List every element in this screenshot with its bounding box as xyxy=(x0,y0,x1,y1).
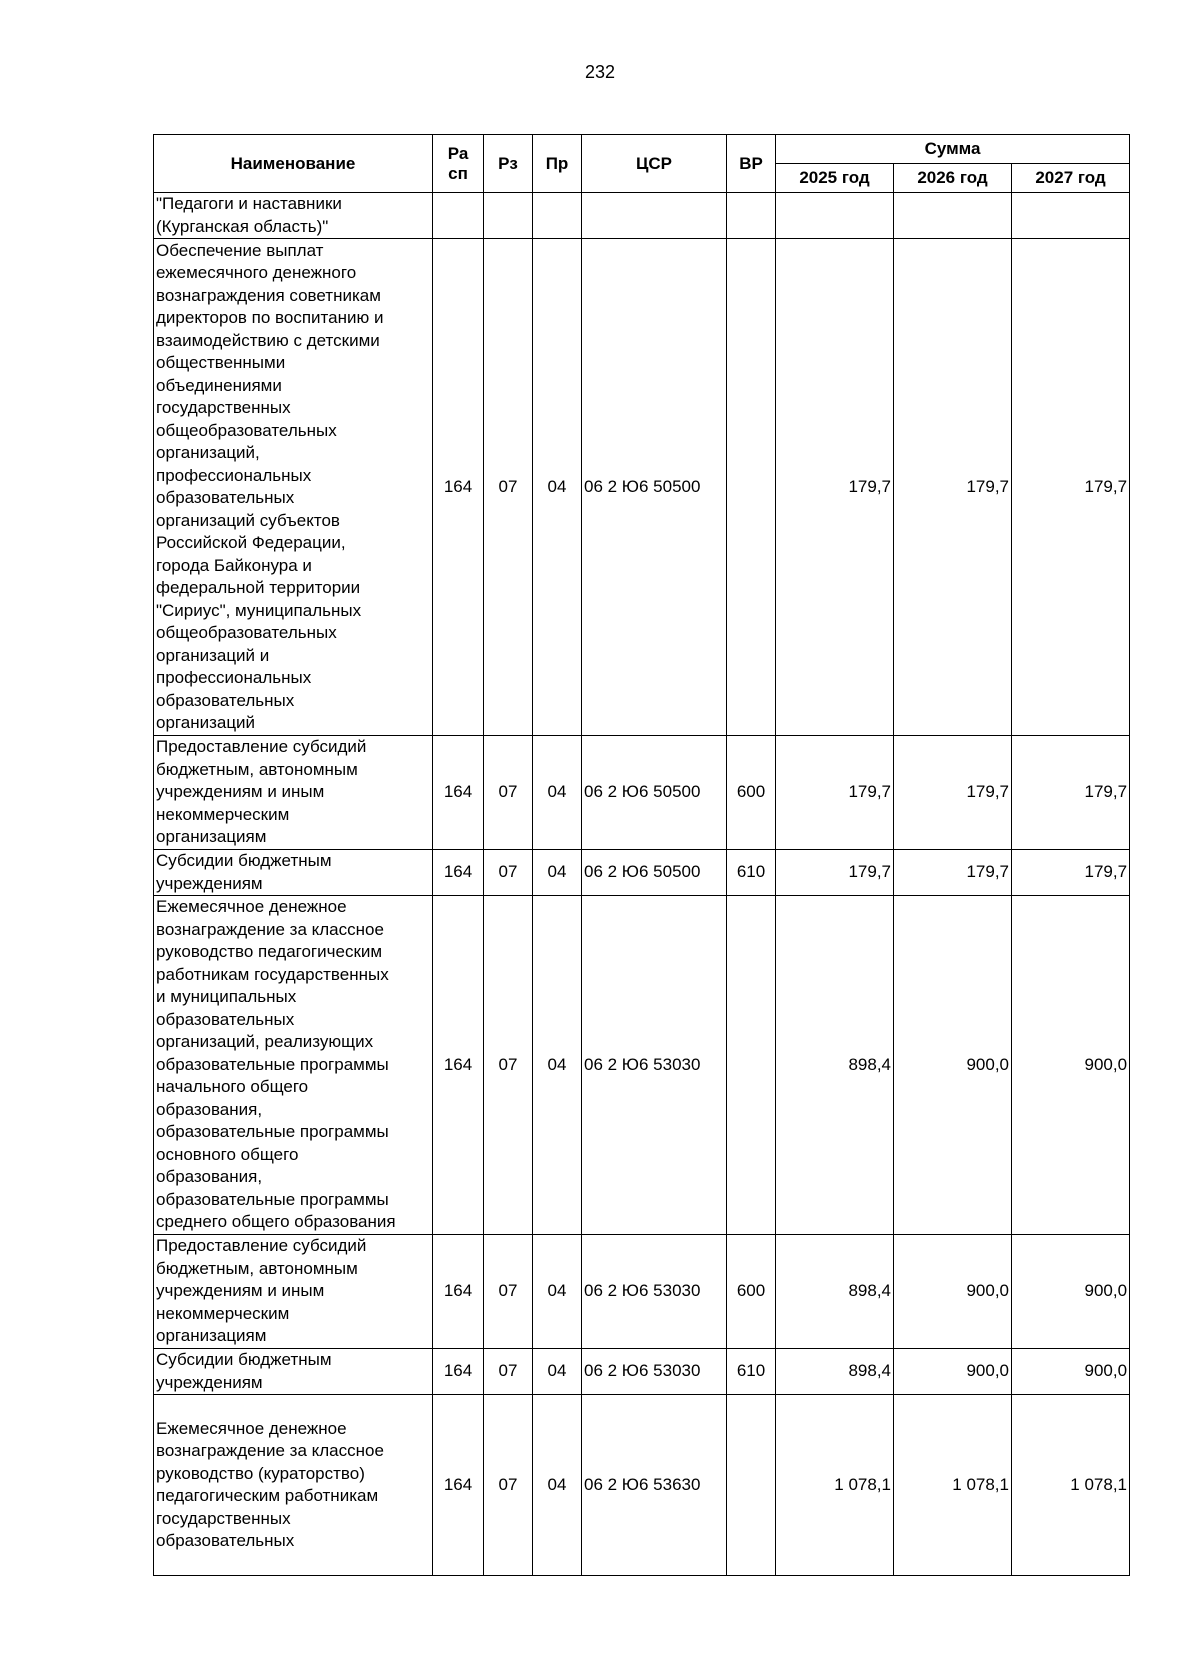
cell-name: Предоставление субсидий бюджетным, автономным учреждениям и иным некоммерческим организациям xyxy=(154,736,433,850)
cell-sum-2026: 179,7 xyxy=(894,736,1012,850)
cell-csr: 06 2 Ю6 53030 xyxy=(582,896,727,1235)
cell-sum-2025: 898,4 xyxy=(776,1349,894,1395)
cell-name: Предоставление субсидий бюджетным, автономным учреждениям и иным некоммерческим организациям xyxy=(154,1235,433,1349)
cell-sum-2025: 898,4 xyxy=(776,896,894,1235)
cell-pr xyxy=(533,193,582,239)
cell-rz: 07 xyxy=(484,850,533,896)
header-name: Наименование xyxy=(154,135,433,193)
cell-sum-2025: 179,7 xyxy=(776,239,894,736)
table-row xyxy=(154,1349,1130,1395)
table-body xyxy=(154,193,1130,1576)
table-row xyxy=(154,1235,1130,1349)
page-number: 232 xyxy=(584,62,616,82)
cell-rasp xyxy=(433,193,484,239)
cell-sum-2026: 900,0 xyxy=(894,1235,1012,1349)
cell-sum-2027: 179,7 xyxy=(1012,850,1130,896)
table-row xyxy=(154,1395,1130,1576)
cell-name: Ежемесячное денежное вознаграждение за классное руководство педагогическим работникам государственных и муниципальных образовательных организаций, реализующих образовательные программы начального общего образования, образовательные программы основного общего образования, образовательные программы среднего общего образования xyxy=(154,896,433,1235)
cell-sum-2026 xyxy=(894,193,1012,239)
cell-csr: 06 2 Ю6 53030 xyxy=(582,1349,727,1395)
cell-pr: 04 xyxy=(533,896,582,1235)
header-sum: Сумма xyxy=(776,135,1130,164)
cell-rasp: 164 xyxy=(433,1235,484,1349)
cell-vr: 600 xyxy=(727,1235,776,1349)
cell-sum-2025: 179,7 xyxy=(776,736,894,850)
table-row xyxy=(154,193,1130,239)
cell-sum-2026: 900,0 xyxy=(894,896,1012,1235)
cell-sum-2026: 179,7 xyxy=(894,239,1012,736)
cell-sum-2026: 179,7 xyxy=(894,850,1012,896)
header-csr: ЦСР xyxy=(582,135,727,193)
cell-rasp: 164 xyxy=(433,896,484,1235)
header-vr: ВР xyxy=(727,135,776,193)
cell-csr: 06 2 Ю6 50500 xyxy=(582,239,727,736)
cell-sum-2027: 1 078,1 xyxy=(1012,1395,1130,1576)
cell-pr: 04 xyxy=(533,239,582,736)
table-row xyxy=(154,850,1130,896)
cell-sum-2027: 900,0 xyxy=(1012,1349,1130,1395)
cell-pr: 04 xyxy=(533,1235,582,1349)
cell-sum-2025: 179,7 xyxy=(776,850,894,896)
cell-sum-2026: 900,0 xyxy=(894,1349,1012,1395)
cell-vr xyxy=(727,896,776,1235)
cell-sum-2025 xyxy=(776,193,894,239)
cell-rasp: 164 xyxy=(433,1395,484,1576)
cell-pr: 04 xyxy=(533,850,582,896)
cell-rz: 07 xyxy=(484,1235,533,1349)
header-year-2026: 2026 год xyxy=(894,164,1012,193)
cell-pr: 04 xyxy=(533,1395,582,1576)
cell-sum-2027: 900,0 xyxy=(1012,1235,1130,1349)
header-rz: Рз xyxy=(484,135,533,193)
cell-sum-2027: 900,0 xyxy=(1012,896,1130,1235)
cell-csr: 06 2 Ю6 50500 xyxy=(582,850,727,896)
cell-vr: 610 xyxy=(727,850,776,896)
table-row xyxy=(154,896,1130,1235)
cell-rz: 07 xyxy=(484,1395,533,1576)
cell-pr: 04 xyxy=(533,736,582,850)
cell-sum-2025: 1 078,1 xyxy=(776,1395,894,1576)
table-row xyxy=(154,736,1130,850)
cell-pr: 04 xyxy=(533,1349,582,1395)
cell-csr: 06 2 Ю6 50500 xyxy=(582,736,727,850)
cell-rz: 07 xyxy=(484,896,533,1235)
table-row xyxy=(154,239,1130,736)
cell-sum-2025: 898,4 xyxy=(776,1235,894,1349)
cell-sum-2027 xyxy=(1012,193,1130,239)
cell-rz xyxy=(484,193,533,239)
cell-vr xyxy=(727,239,776,736)
cell-rasp: 164 xyxy=(433,239,484,736)
cell-sum-2027: 179,7 xyxy=(1012,239,1130,736)
header-year-2027: 2027 год xyxy=(1012,164,1130,193)
cell-csr: 06 2 Ю6 53630 xyxy=(582,1395,727,1576)
table-header xyxy=(154,135,1130,193)
cell-rasp: 164 xyxy=(433,1349,484,1395)
cell-name: "Педагоги и наставники (Курганская область)" xyxy=(154,193,433,239)
cell-csr xyxy=(582,193,727,239)
cell-name: Ежемесячное денежное вознаграждение за классное руководство (кураторство) педагогическим работникам государственных образовательных xyxy=(154,1395,433,1576)
header-rasp: Ра сп xyxy=(433,135,484,193)
cell-vr: 600 xyxy=(727,736,776,850)
header-pr: Пр xyxy=(533,135,582,193)
cell-name: Субсидии бюджетным учреждениям xyxy=(154,1349,433,1395)
budget-table xyxy=(153,134,1130,1576)
cell-sum-2027: 179,7 xyxy=(1012,736,1130,850)
cell-name: Обеспечение выплат ежемесячного денежного вознаграждения советникам директоров по воспитанию и взаимодействию с детскими общественными объединениями государственных общеобразовательных организаций, профессиональных образовательных организаций субъектов Российской Федерации, города Байконура и федеральной территории "Сириус", муниципальных общеобразовательных организаций и профессиональных образовательных организаций xyxy=(154,239,433,736)
cell-vr: 610 xyxy=(727,1349,776,1395)
cell-rz: 07 xyxy=(484,1349,533,1395)
header-year-2025: 2025 год xyxy=(776,164,894,193)
cell-vr xyxy=(727,1395,776,1576)
cell-sum-2026: 1 078,1 xyxy=(894,1395,1012,1576)
cell-csr: 06 2 Ю6 53030 xyxy=(582,1235,727,1349)
cell-rasp: 164 xyxy=(433,736,484,850)
cell-vr xyxy=(727,193,776,239)
cell-rz: 07 xyxy=(484,736,533,850)
cell-rz: 07 xyxy=(484,239,533,736)
cell-rasp: 164 xyxy=(433,850,484,896)
cell-name: Субсидии бюджетным учреждениям xyxy=(154,850,433,896)
